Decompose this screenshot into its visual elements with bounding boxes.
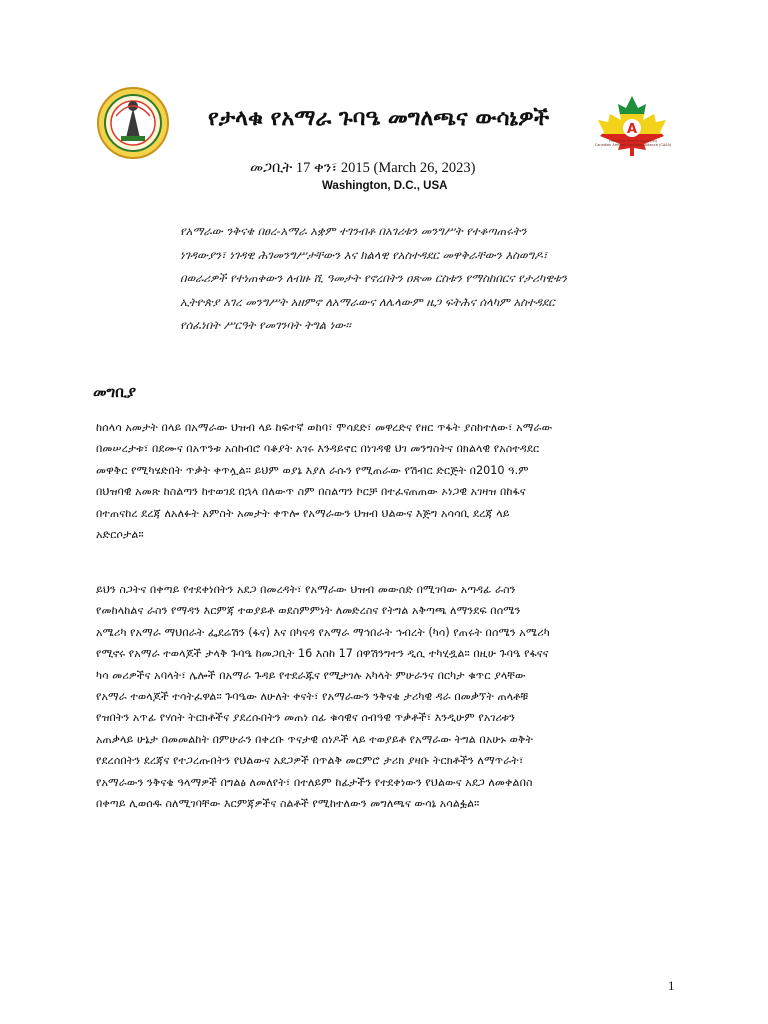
paragraph-line: ካሳ መሪዎችና አባላት፣ ሌሎች በአማራ ጉዳይ የተደራጁና የሚታገሉ አካላት ምሁራንና በርካታ ቁጥር ያላቸው xyxy=(96,668,526,682)
document-title: የታላቁ የአማራ ጉባዔ መግለጫና ውሳኔዎች xyxy=(208,106,550,131)
intro-line: ኢትዮጵያ አገረ መንግሥት አዘምኖ ለአማራውና ለሌላውም ዜጋ ፍትሕና ሰላካም አስተዳደር xyxy=(180,294,555,309)
date-line: መጋቢት 17 ቀን፣ 2015 (March 26, 2023) xyxy=(250,160,476,176)
paragraph-line: በህዝባዊ አመጽ ከስልጣን ከተወገደ በኋላ በለውጥ ስም በስልጣን ኮርቻ በተፈናጠጠው ኦነጋዊ አገዛዝ በከፋና xyxy=(96,485,526,499)
canada-amhara-societies-logo xyxy=(586,94,678,158)
svg-text:A: A xyxy=(626,122,638,137)
logo-caption-line2: Canadian Amhara Societies Alliance (CASA) xyxy=(594,143,672,147)
place-line: Washington, D.C., USA xyxy=(322,180,448,192)
paragraph-2 xyxy=(96,579,706,814)
paragraph-1 xyxy=(96,417,706,545)
paragraph-line: አጠቃላይ ሁኔታ በመመልከት በምሁራን በቀረቡ ጥናታዊ ሰነዶች ላይ ተወያይቶ የአማራው ትግል በአሁኑ ወቅት xyxy=(96,732,534,746)
logo-caption-line1: የካናዳ አማራ ማኅበራት ኅብረት (ካሳ) xyxy=(608,139,658,143)
paragraph-line: መዋቅር የሚካሄድበት ጥቃት ቀጥሏል። ይህም ወያኔ እያለ ራሱን የሚጠራው የሽብር ድርጅት በ2010 ዓ.ም xyxy=(96,463,529,477)
paragraph-line: በቀጣይ ሊወሰዱ ስለሚገባቸው እርምጃዎችና ስልቶች የሚከተለውን መግለጫና ውሳኔ አሳልፏል። xyxy=(96,797,480,811)
paragraph-line: በመሠረታቱ፣ በደሙና በአጥንቱ አስከብሮ ባቆያት አገሩ እንዳይኖር በነገዳዊ ህገ መንግስትና በክልላዊ የአስተዳደር xyxy=(96,442,540,456)
paragraph-line: የአማራ ተወላጆች ተሳትፈዋል። ጉባዔው ለሁለት ቀናት፣ የአማራውን ንቅናቄ ታሪካዊ ዳራ በመቃኘት ጠላቶቹ xyxy=(96,690,529,704)
intro-line: የአማራው ንቅናቄ በፀረ-አማራ አቋም ተገንብቶ በአገሪቱን መንግሥት የተቆጣጠሩትን xyxy=(180,224,527,238)
paragraph-line: የዝበትን አጥፊ የሃሰት ትርክቶችና ያደረሱበትን መጠነ ሰፊ ቁሳዊና ሰብዓዊ ጥቃቶች፣ እንዲሁም የአገሪቱን xyxy=(96,711,516,725)
paragraph-line: አሜሪካ የአማራ ማህበራት ፌደሬሽን (ፋና) እና በካናዳ የአማራ ማኅበራት ኅብረት (ካሳ) የጠሩት በሰሜን አሜሪካ xyxy=(96,625,550,639)
paragraph-line: የደረሰበትን ደረጃና የተጋረጡበትን የህልውና አደጋዎች በጥልቅ መርምሮ ታሪክ ያዛቡ ትርክቶችን ለማጥራት፣ xyxy=(96,754,524,768)
logo-caption xyxy=(588,139,678,147)
conference-emblem-logo xyxy=(96,86,170,160)
section-heading: መግቢያ xyxy=(93,383,137,401)
paragraph-line: የሚኖሩ የአማራ ተወላጆች ታላቅ ጉባዔ ከመጋቢት 16 እስከ 17 በዋሽንግተን ዲሲ ተካሂዷል። በዚሁ ጉባዔ የፋናና xyxy=(96,647,549,661)
intro-line: ነገዳውያን፣ ነገዳዊ ሕገመንግሥታቸውን እና ክልላዊ የአስተዳደር መዋቅራቸውን እስወግዶ፣ xyxy=(180,247,548,262)
paragraph-line: የአማራውን ንቅናቄ ዓላማዎች በግልፅ ለመለየት፣ በተለይም ከፊታችን የተደቀነውን የህልውና አደጋ ለመቀልበስ xyxy=(96,775,533,789)
paragraph-line: የመከላከልና ራስን የማዳን እርምጃ ተወያይቶ ወደስምምነት ለመድረስና የትግል አቅጣጫ ለማንደፍ በሰሜን xyxy=(96,604,521,618)
page-number: 1 xyxy=(668,978,675,993)
intro-statement xyxy=(180,220,740,338)
paragraph-line: ከሰላሳ አመታት በላይ በአማራው ህዝብ ላይ ከፍተኛ ወከባ፣ ሞሳደድ፣ መዋረድና የዘር ጥፋት ያስከተለው፣ አማራው xyxy=(96,421,553,434)
intro-line: በወራሪዎች የተነጠቀውን ለብዙ ሺ ዓመታት የኖረበትን ዐጽመ ርስቱን የማስከበርና የታሪካዊቱን xyxy=(180,271,567,285)
paragraph-line: ይህን ስጋትና በቀጣይ የተደቀነበትን አደጋ በመረዳት፣ የአማራው ህዝብ መውሰድ በሚገባው አጣዳፊ ራስን xyxy=(96,583,516,596)
intro-line: የሰፈነበት ሥርዓት የመገንባት ትግል ነው። xyxy=(180,318,351,332)
paragraph-line: አድርሶታል። xyxy=(96,528,144,542)
paragraph-line: በተጠናከረ ደረጃ ለአለፉት አምስት አመታት ቀጥሎ የአማራውን ህዝብ ህልውና እጅግ አሳሳቢ ደረጃ ላይ xyxy=(96,506,510,520)
